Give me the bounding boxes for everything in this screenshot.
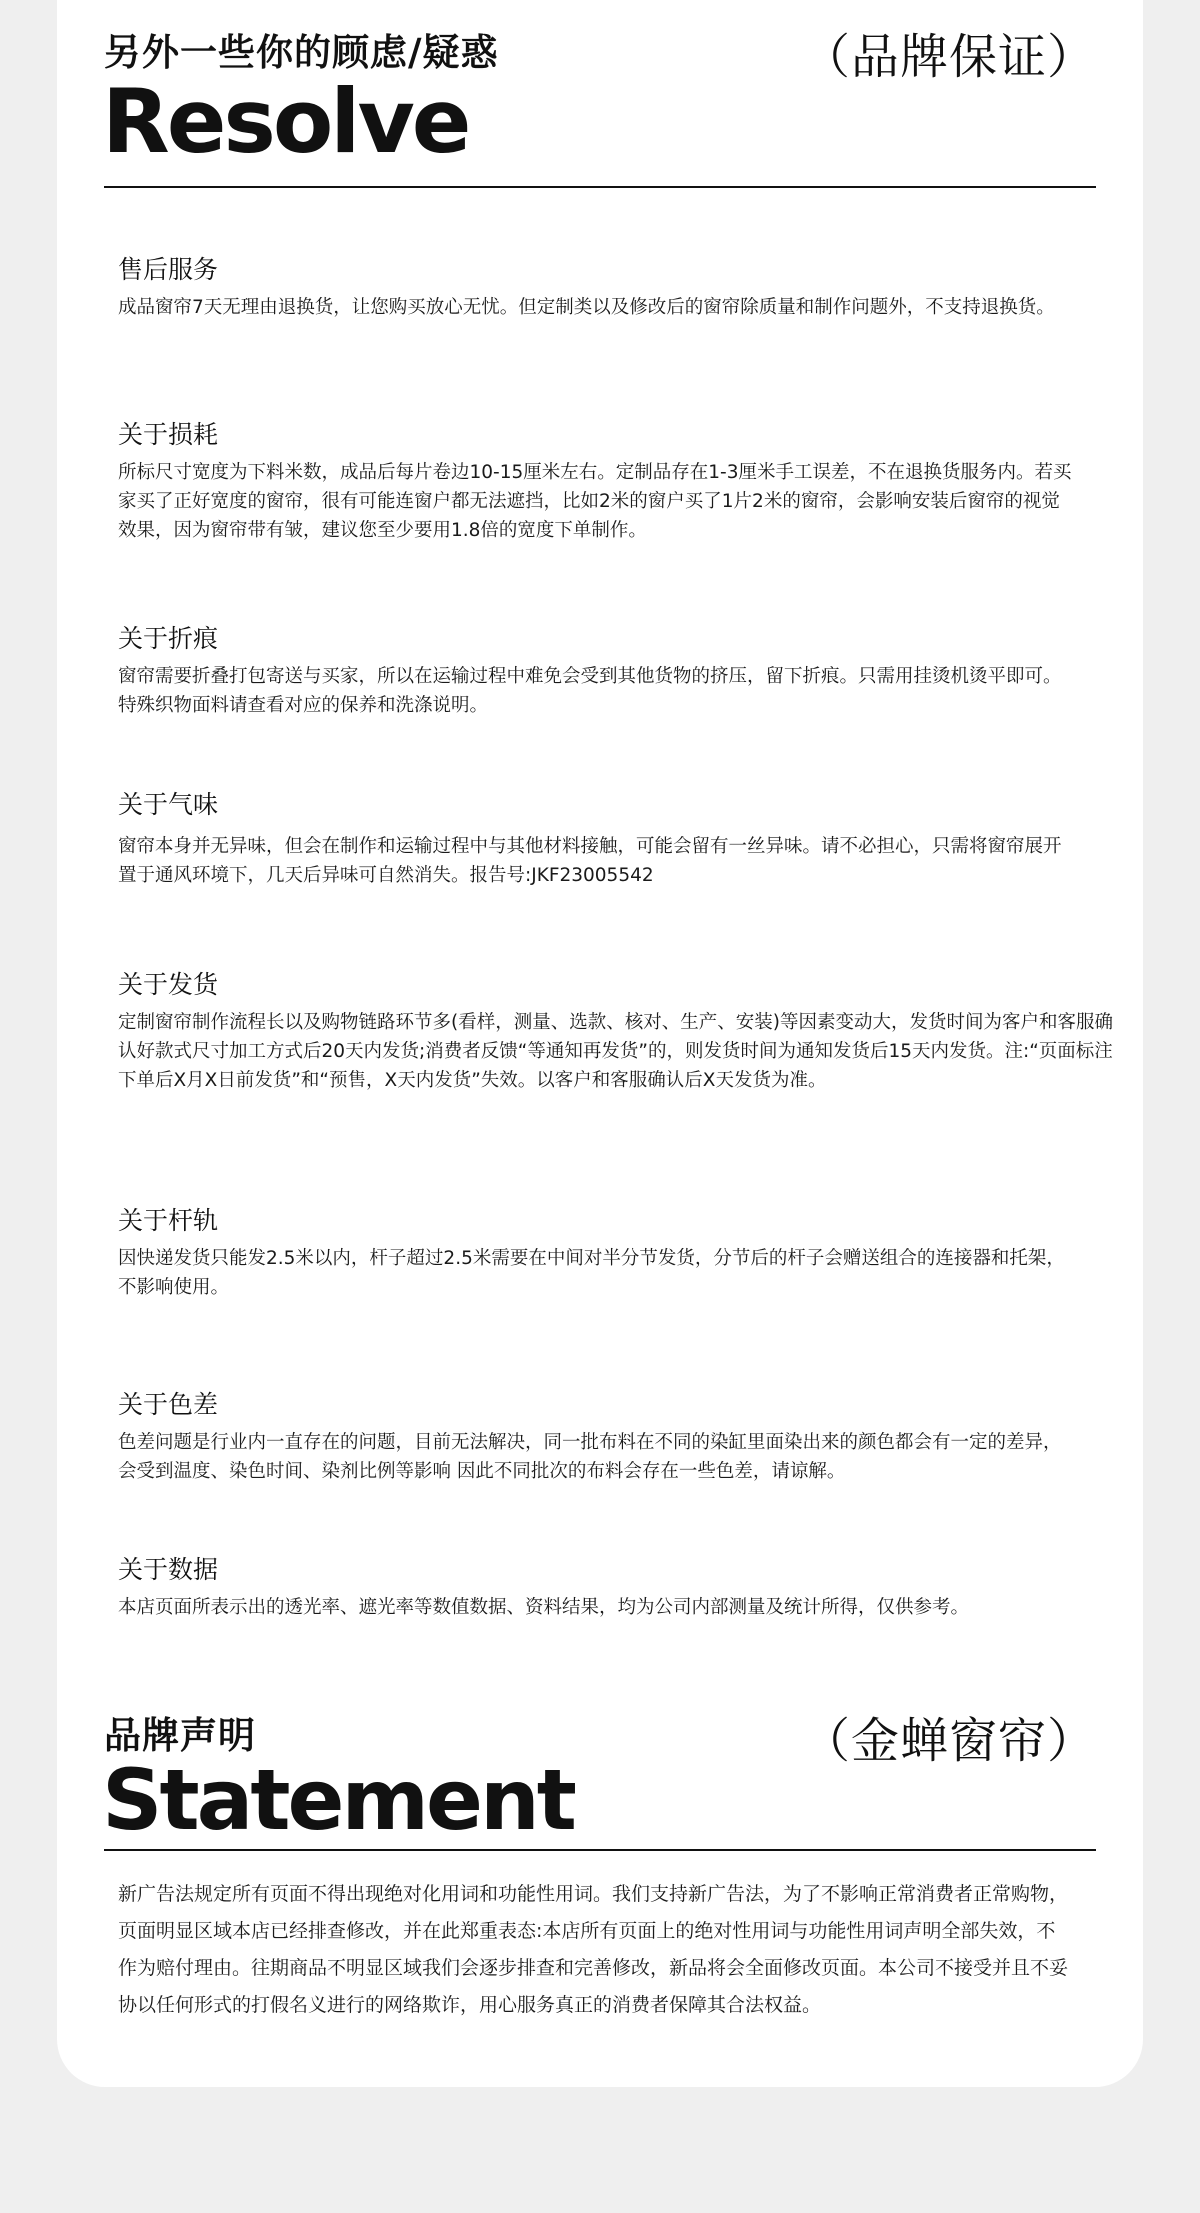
- statement-header: [104, 1700, 1096, 1850]
- faq-item-title: 关于气味: [118, 790, 219, 819]
- faq-item-title: 关于数据: [118, 1555, 219, 1584]
- faq-item-body: 定制窗帘制作流程长以及购物链路环节多(看样，测量、选款、核对、生产、安装)等因素变动大，发货时间为客户和客服确认好款式尺寸加工方式后20天内发货;消费者反馈“等通知再发货”的，则发货时间为通知发货后15天内发货。注:“页面标注下单后X月X日前发货”和“预售，X天内发货”失效。以客户和客服确认后X天发货为准。: [118, 1012, 1113, 1091]
- faq-item-body: 窗帘本身并无异味，但会在制作和运输过程中与其他材料接触，可能会留有一丝异味。请不必担心，只需将窗帘展开置于通风环境下，几天后异味可自然消失。报告号:JKF23005542: [118, 836, 1062, 886]
- faq-item-rods: [118, 1204, 1078, 1302]
- faq-item-title: 关于发货: [118, 970, 219, 999]
- statement-divider: [104, 1849, 1096, 1851]
- faq-item-title: 关于色差: [118, 1390, 219, 1419]
- faq-item-body: 本店页面所表示出的透光率、遮光率等数值数据、资料结果，均为公司内部测量及统计所得，仅供参考。: [118, 1597, 970, 1618]
- faq-item-body: 成品窗帘7天无理由退换货，让您购买放心无忧。但定制类以及修改后的窗帘除质量和制作问题外，不支持退换货。: [118, 297, 1055, 318]
- faq-item-creases: [118, 622, 1078, 720]
- faq-item-title: 关于损耗: [118, 420, 219, 449]
- statement-body: 新广告法规定所有页面不得出现绝对化用词和功能性用词。我们支持新广告法，为了不影响正常消费者正常购物，页面明显区域本店已经排查修改，并在此郑重表态:本店所有页面上的绝对性用词与功能性用词声明全部失效，不作为赔付理由。往期商品不明显区域我们会逐步排查和完善修改，新品将会全面修改页面。本公司不接受并且不妥协以任何形式的打假名义进行的网络欺诈，用心服务真正的消费者保障其合法权益。: [118, 1883, 1069, 2016]
- faq-item-title: 售后服务: [118, 255, 219, 284]
- resolve-header: [104, 0, 1096, 180]
- faq-item-body: 因快递发货只能发2.5米以内，杆子超过2.5米需要在中间对半分节发货，分节后的杆子会赠送组合的连接器和托架，不影响使用。: [118, 1248, 1065, 1298]
- faq-item-loss: [118, 418, 1078, 545]
- faq-item-shipping: [118, 968, 1113, 1095]
- faq-item-title: 关于杆轨: [118, 1206, 219, 1235]
- faq-item-body: 窗帘需要折叠打包寄送与买家，所以在运输过程中难免会受到其他货物的挤压，留下折痕。只需用挂烫机烫平即可。特殊织物面料请查看对应的保养和洗涤说明。: [118, 666, 1062, 716]
- resolve-cn-title: 另外一些你的顾虑/疑惑: [104, 31, 499, 74]
- resolve-en-title: Resolve: [102, 70, 469, 173]
- faq-item-after-sales: [118, 253, 1078, 322]
- faq-item-body: 色差问题是行业内一直存在的问题，目前无法解决，同一批布料在不同的染缸里面染出来的颜色都会有一定的差异，会受到温度、染色时间、染剂比例等影响 因此不同批次的布料会存在一些色差，请谅解。: [118, 1432, 1062, 1482]
- resolve-tag: （品牌保证）: [801, 29, 1096, 85]
- statement-en-title: Statement: [102, 1751, 574, 1849]
- faq-item-data: [118, 1553, 1078, 1622]
- resolve-divider: [104, 186, 1096, 188]
- faq-item-title: 关于折痕: [118, 624, 219, 653]
- faq-item-odor: [118, 788, 1078, 890]
- faq-item-body: 所标尺寸宽度为下料米数，成品后每片卷边10-15厘米左右。定制品存在1-3厘米手工误差，不在退换货服务内。若买家买了正好宽度的窗帘，很有可能连窗户都无法遮挡，比如2米的窗户买了1片2米的窗帘，会影响安装后窗帘的视觉效果，因为窗帘带有皱，建议您至少要用1.8倍的宽度下单制作。: [118, 462, 1072, 541]
- statement-cn-title: 品牌声明: [104, 1714, 256, 1757]
- statement-tag: （金蝉窗帘）: [801, 1713, 1096, 1769]
- faq-item-color-difference: [118, 1388, 1078, 1486]
